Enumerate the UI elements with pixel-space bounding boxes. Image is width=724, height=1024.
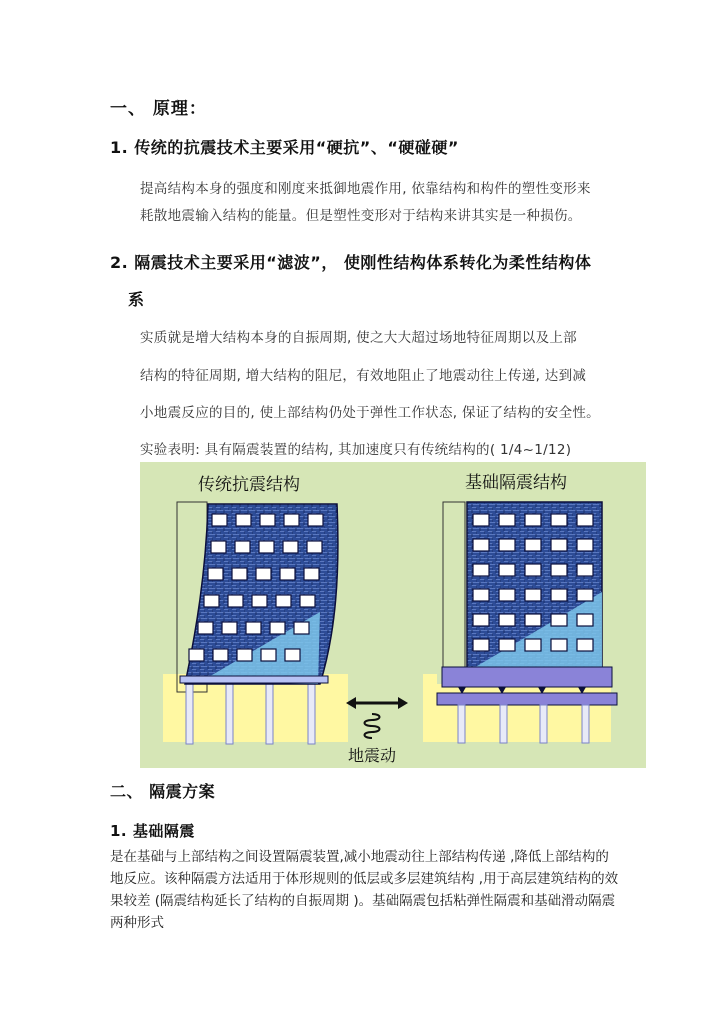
item1-title: 1. 传统的抗震技术主要采用“硬抗”、“硬碰硬” [110,138,459,157]
window [525,589,541,601]
window [577,539,593,551]
section1-heading: 一、 原理： [110,99,207,119]
right-column [582,705,589,743]
window [473,514,489,526]
window [525,514,541,526]
window [499,539,515,551]
window [235,541,250,553]
window [307,541,322,553]
window [551,639,567,651]
item2-title-line1: 2. 隔震技术主要采用“滤波”， 使刚性结构体系转化为柔性结构体 [110,253,592,272]
item2-line-3: 小地震反应的目的, 使上部结构仍处于弹性工作状态, 保证了结构的安全性。 [140,405,600,421]
window [499,589,515,601]
left-ground-beam [180,676,328,683]
left-figure-label: 传统抗震结构 [198,475,300,495]
left-column [186,682,193,744]
window [525,539,541,551]
window [499,614,515,626]
window [232,568,247,580]
window [473,564,489,576]
left-column [226,682,233,744]
window [473,639,489,651]
item2-title-line2: 系 [128,290,145,309]
window [499,514,515,526]
window [551,589,567,601]
foundation-slab [437,693,617,705]
window [261,649,276,661]
window [285,649,300,661]
window [525,564,541,576]
window [283,541,298,553]
window [276,595,291,607]
window [252,595,267,607]
section2-item1-title: 1. 基础隔震 [110,822,195,840]
window [499,564,515,576]
comparison-figure [140,462,646,768]
window [525,639,541,651]
window [237,649,252,661]
section2-heading: 二、 隔震方案 [110,782,216,801]
window [551,539,567,551]
window [189,649,204,661]
window [246,622,261,634]
window [499,639,515,651]
right-column [500,705,507,743]
item1-line-1: 提高结构本身的强度和刚度来抵御地震作用, 依靠结构和构件的塑性变形来 [140,181,591,197]
window [294,622,309,634]
window [577,514,593,526]
window [270,622,285,634]
window [236,514,251,526]
window [300,595,315,607]
window [473,539,489,551]
window [577,614,593,626]
window [577,589,593,601]
item1-line-2: 耗散地震输入结构的能量。但是塑性变形对于结构来讲其实是一种损伤。 [140,208,582,224]
window [198,622,213,634]
window [525,614,541,626]
right-column [540,705,547,743]
right-figure-label: 基础隔震结构 [465,473,567,493]
window [284,514,299,526]
ground-motion-label: 地震动 [348,746,397,765]
section2-item1-paragraph: 是在基础与上部结构之间设置隔震装置,减小地震动往上部结构传递 ,降低上部结构的地反应。该种隔震方法适用于体形规则的低层或多层建筑结构 ,用于高层建筑结构的效果较差 (隔震结构延长了结构的自振周期 )。基础隔震包括粘弹性隔震和基础滑动隔震两种形式 [110,849,619,931]
window [577,639,593,651]
item2-line-4: 实验表明: 具有隔震装置的结构, 其加速度只有传统结构的( 1/4~1/12) [140,442,572,458]
right-column [458,705,465,743]
window [259,541,274,553]
window [551,564,567,576]
window [208,568,223,580]
left-column [308,682,315,744]
window [473,614,489,626]
window [204,595,219,607]
window [551,614,567,626]
window [280,568,295,580]
window [212,514,227,526]
window [473,589,489,601]
window [577,564,593,576]
window [260,514,275,526]
comparison-illustration [140,462,646,768]
window [222,622,237,634]
window [213,649,228,661]
window [228,595,243,607]
item2-line-1: 实质就是增大结构本身的自振周期, 使之大大超过场地特征周期以及上部 [140,330,577,346]
left-column [266,682,273,744]
window [256,568,271,580]
window [211,541,226,553]
isolation-base-slab [442,667,612,687]
item2-line-2: 结构的特征周期, 增大结构的阻尼，有效地阻止了地震动往上传递, 达到减 [140,368,587,384]
window [551,514,567,526]
window [308,514,323,526]
window [304,568,319,580]
